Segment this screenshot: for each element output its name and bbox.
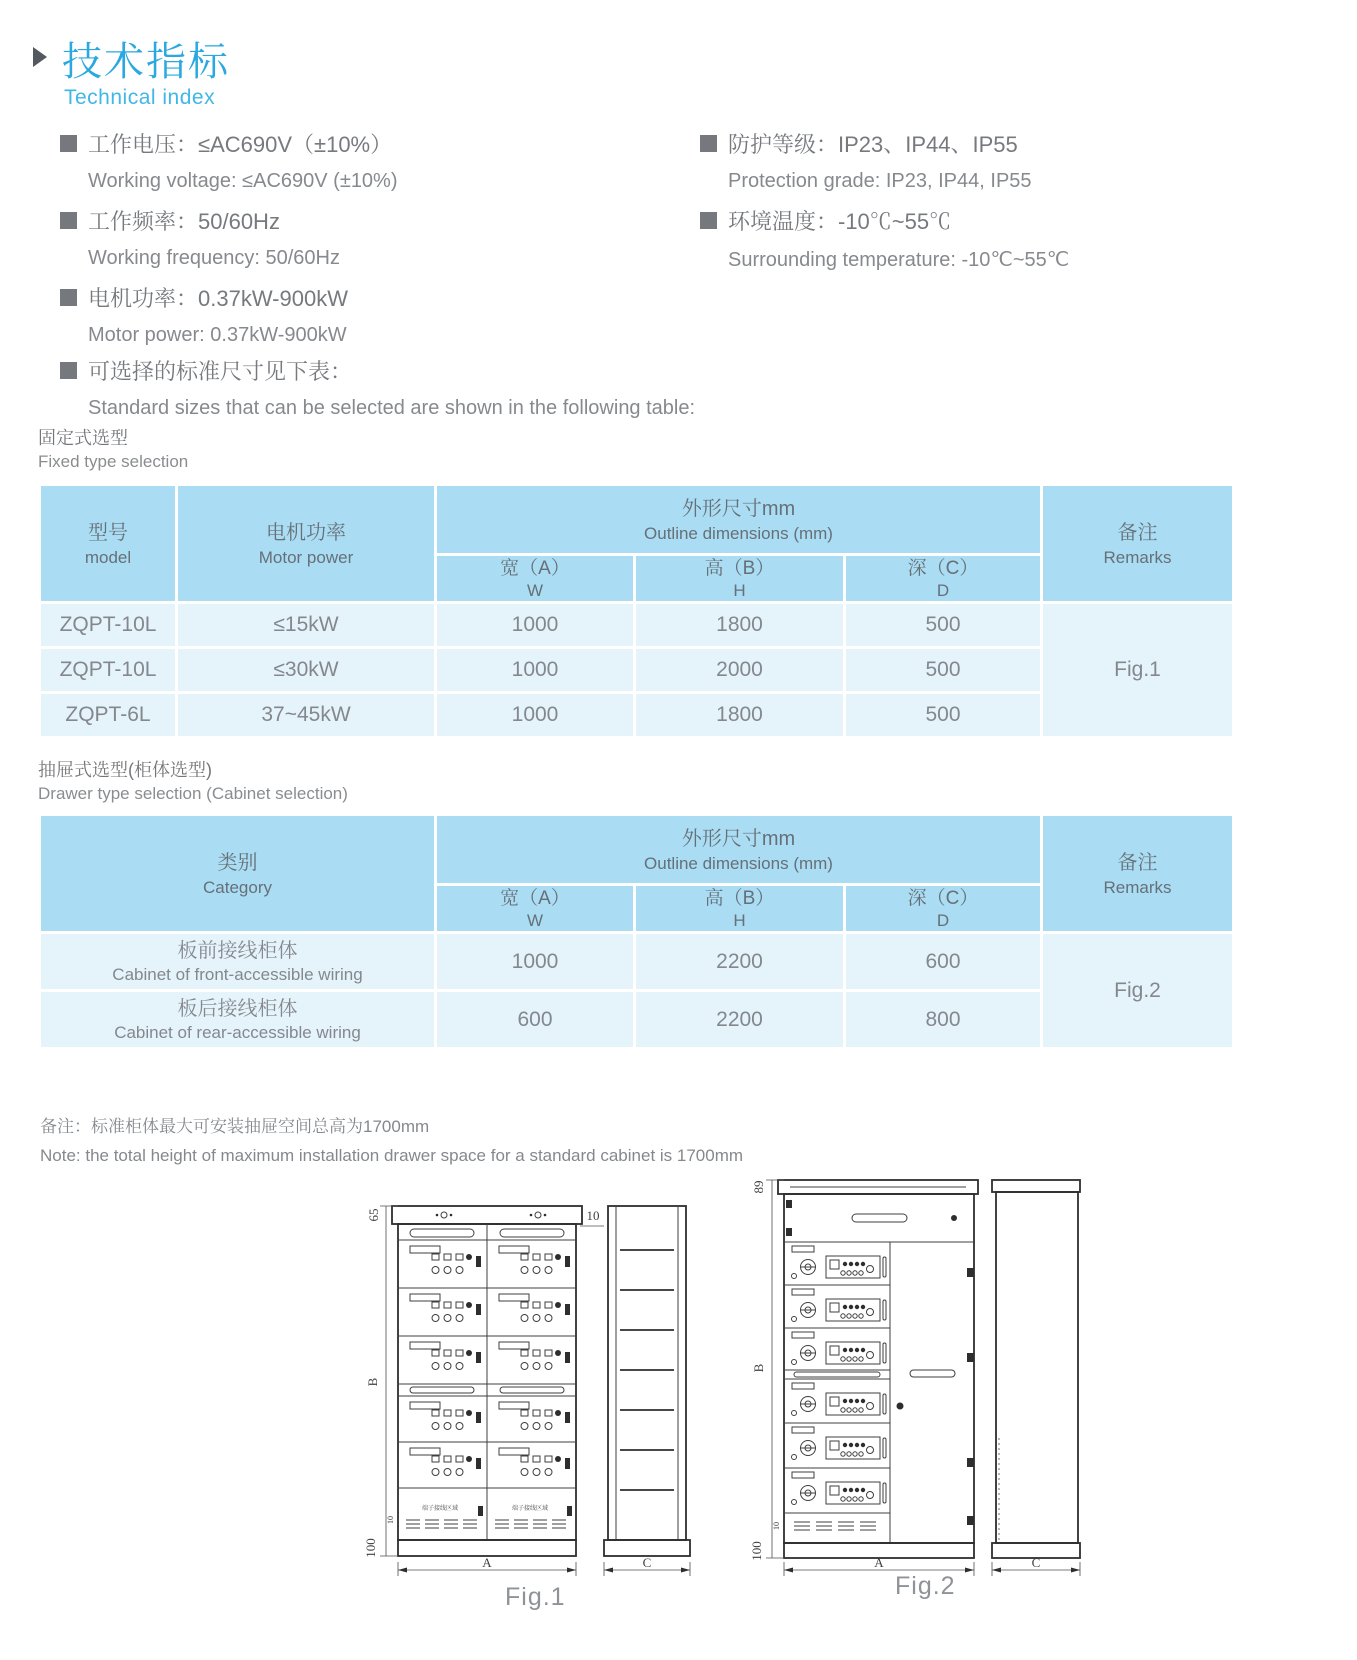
fig1-dim-C: C [642,1555,652,1570]
spec-standard-sizes [60,355,960,432]
cell-width: 1000 [436,933,635,991]
table-row [40,933,1234,991]
fixed-section-title-zh: 固定式选型 [38,428,128,448]
spec-motor-power [60,282,680,359]
spec-en-text: Protection grade: IP23, IP44, IP55 [728,170,1032,192]
cell-model: ZQPT-10L [40,603,177,648]
spec-zh-text: 工作电压：≤AC690V（±10%） [88,132,393,157]
fig2-dim-B: B [751,1363,766,1373]
bullet-square-icon [700,135,717,152]
spec-list-right [700,128,1320,284]
fig1-dim-10: 10 [586,1208,600,1223]
spec-zh-text: 工作频率：50/60Hz [88,209,280,234]
fixed-type-table [38,483,1235,739]
cell-height: 1800 [635,693,845,738]
spec-working-voltage [60,128,680,205]
drawer-type-table [38,813,1235,1050]
cell-category: 板前接线柜体 Cabinet of front-accessible wiring [40,933,436,991]
cell-category: 板后接线柜体 Cabinet of rear-accessible wiring [40,991,436,1049]
cell-height: 2000 [635,648,845,693]
cell-depth: 800 [845,991,1042,1049]
spec-zh-text: 电机功率：0.37kW-900kW [88,286,348,311]
col-header-motor-power: 电机功率 Motor power [177,485,436,603]
fig1-dim-65: 65 [366,1208,381,1222]
spec-protection-grade [700,128,1320,205]
spec-en-text: Standard sizes that can be selected are shown in the following table: [88,397,696,419]
fig1-drawing [352,1190,697,1590]
cell-model: ZQPT-10L [40,648,177,693]
fig1-front-view [392,1206,582,1556]
fig1-terminal-zone-label: 端子接线区域 [511,1506,549,1512]
spec-working-frequency [60,205,680,282]
col-header-depth: 深（C） D [845,555,1042,603]
spec-zh-text: 环境温度：-10℃~55℃ [728,209,952,234]
col-header-outline-dimensions: 外形尺寸mm Outline dimensions (mm) [436,485,1042,555]
cell-width: 1000 [436,693,635,738]
spec-zh-text: 防护等级：IP23、IP44、IP55 [728,132,1018,157]
bullet-square-icon [60,212,77,229]
cell-height: 2200 [635,991,845,1049]
note-block [40,1112,743,1170]
fig1-terminal-zone-label: 端子接线区域 [421,1506,459,1512]
fig1-caption: Fig.1 [505,1583,566,1611]
col-header-height: 高（B） H [635,555,845,603]
fig2-dimensions [749,1180,1080,1576]
cell-width: 1000 [436,603,635,648]
cell-height: 1800 [635,603,845,648]
bullet-square-icon [60,362,77,379]
fig1-dim-10-small: 10 [386,1516,395,1524]
spec-zh-text: 可选择的标准尺寸见下表： [88,359,353,384]
col-header-height: 高（B） H [635,885,845,933]
bullet-square-icon [700,212,717,229]
col-header-remarks: 备注 Remarks [1042,815,1234,933]
note-en: Note: the total height of maximum installation drawer space for a standard cabinet is 1700mm [40,1146,744,1165]
col-header-model: 型号 model [40,485,177,603]
cell-power: 37~45kW [177,693,436,738]
cell-height: 2200 [635,933,845,991]
drawer-section-title-en: Drawer type selection (Cabinet selection) [38,784,348,803]
spec-surrounding-temperature [700,205,1320,284]
fig2-dim-100: 100 [749,1541,764,1561]
cell-depth: 500 [845,603,1042,648]
fig1-dim-100: 100 [363,1538,378,1558]
spec-list-left [60,128,680,359]
fig2-front-view [778,1180,978,1558]
col-header-outline-dimensions: 外形尺寸mm Outline dimensions (mm) [436,815,1042,885]
spec-en-text: Surrounding temperature: -10℃~55℃ [728,249,1070,271]
drawer-section-title-zh: 抽屉式选型(柜体选型) [38,760,212,780]
fig2-dim-10-small: 10 [772,1522,781,1530]
fig2-drawing [742,1158,1087,1578]
spec-en-text: Working frequency: 50/60Hz [88,247,340,269]
bullet-square-icon [60,289,77,306]
col-header-width: 宽（A） W [436,885,635,933]
col-header-category: 类别 Category [40,815,436,933]
fig1-dim-B: B [365,1377,380,1387]
fig2-dim-C: C [1031,1555,1041,1570]
table-row [40,603,1234,648]
col-header-remarks: 备注 Remarks [1042,485,1234,603]
fixed-section-title-en: Fixed type selection [38,452,189,471]
spec-en-text: Motor power: 0.37kW-900kW [88,324,347,346]
cell-width: 1000 [436,648,635,693]
cell-width: 600 [436,991,635,1049]
fig2-dim-89: 89 [751,1180,766,1194]
cell-remark: Fig.2 [1042,933,1234,1049]
cell-model: ZQPT-6L [40,693,177,738]
page-subtitle: Technical index [64,86,216,109]
title-arrow-icon [33,47,47,67]
col-header-depth: 深（C） D [845,885,1042,933]
cell-remark: Fig.1 [1042,603,1234,738]
cell-power: ≤30kW [177,648,436,693]
fig2-dim-A: A [874,1555,884,1570]
page-title: 技术指标 [62,40,230,84]
spec-en-text: Working voltage: ≤AC690V (±10%) [88,170,398,192]
cell-power: ≤15kW [177,603,436,648]
fig2-side-view [992,1180,1080,1558]
cell-depth: 500 [845,693,1042,738]
bullet-square-icon [60,135,77,152]
cell-depth: 500 [845,648,1042,693]
note-zh: 备注：标准柜体最大可安装抽屉空间总高为1700mm [40,1117,430,1136]
fig1-side-view [604,1206,690,1556]
fig1-dim-A: A [482,1555,492,1570]
fig2-caption: Fig.2 [895,1572,956,1600]
col-header-width: 宽（A） W [436,555,635,603]
cell-depth: 600 [845,933,1042,991]
